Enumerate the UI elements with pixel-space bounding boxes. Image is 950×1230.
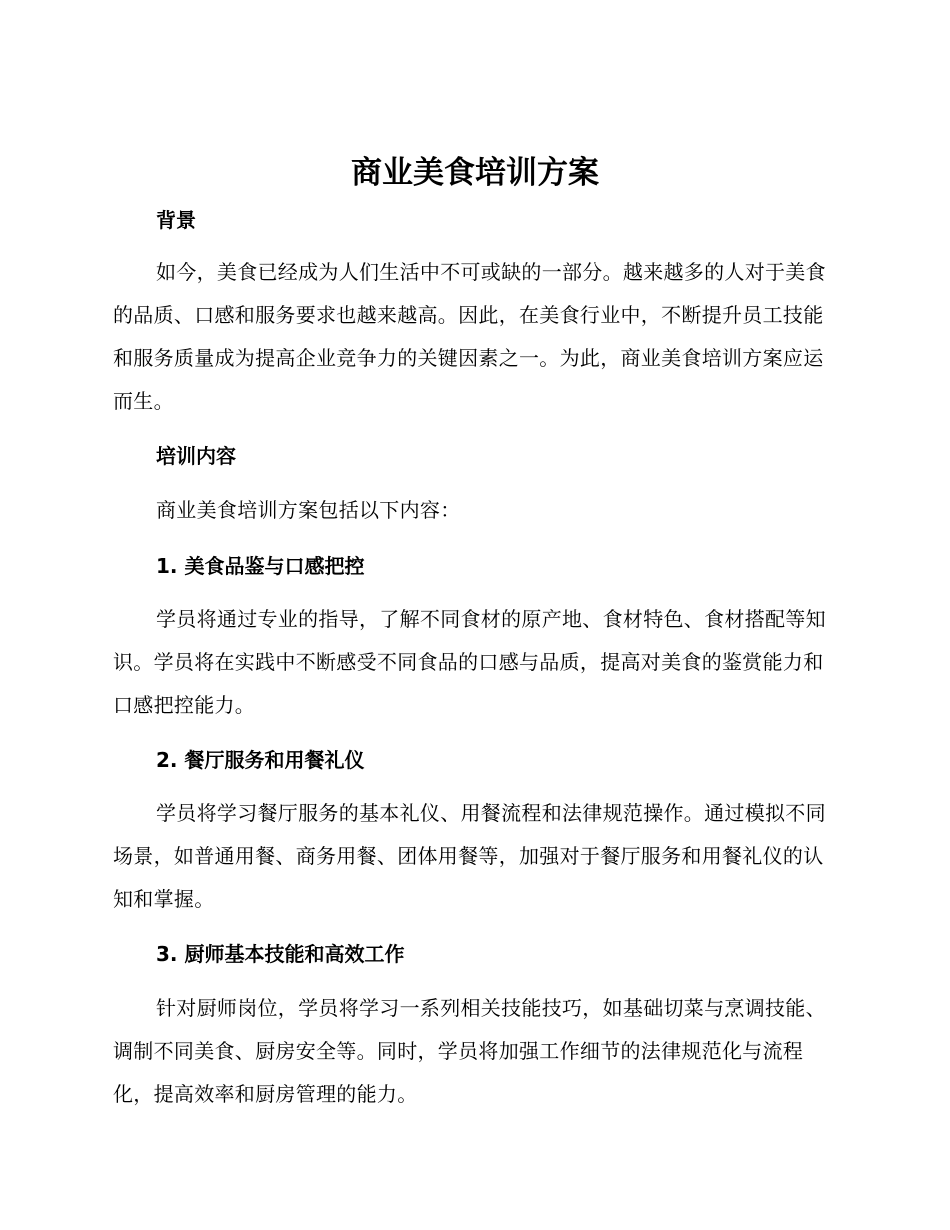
section-heading-training-content: 培训内容 (156, 444, 236, 468)
paragraph-chef-skills: 针对厨师岗位，学员将学习一系列相关技能技巧，如基础切菜与烹调技能、调制不同美食、厨房安全等。同时，学员将加强工作细节的法律规范化与流程化，提高效率和厨房管理的能力。 (113, 996, 826, 1106)
section-heading-restaurant-service: 2. 餐厅服务和用餐礼仪 (156, 748, 365, 772)
paragraph-restaurant-service: 学员将学习餐厅服务的基本礼仪、用餐流程和法律规范操作。通过模拟不同场景，如普通用餐、商务用餐、团体用餐等，加强对于餐厅服务和用餐礼仪的认知和掌握。 (113, 801, 826, 911)
section-heading-food-tasting: 1. 美食品鉴与口感把控 (156, 554, 365, 578)
section-heading-chef-skills: 3. 厨师基本技能和高效工作 (156, 942, 405, 966)
document-title: 商业美食培训方案 (351, 155, 599, 191)
section-heading-background: 背景 (156, 208, 196, 232)
paragraph-food-tasting: 学员将通过专业的指导，了解不同食材的原产地、食材特色、食材搭配等知识。学员将在实践中不断感受不同食品的口感与品质，提高对美食的鉴赏能力和口感把控能力。 (113, 607, 826, 717)
paragraph-training-content: 商业美食培训方案包括以下内容： (156, 498, 461, 522)
paragraph-background: 如今，美食已经成为人们生活中不可或缺的一部分。越来越多的人对于美食的品质、口感和服务要求也越来越高。因此，在美食行业中，不断提升员工技能和服务质量成为提高企业竞争力的关键因素之一。为此，商业美食培训方案应运而生。 (113, 260, 826, 413)
